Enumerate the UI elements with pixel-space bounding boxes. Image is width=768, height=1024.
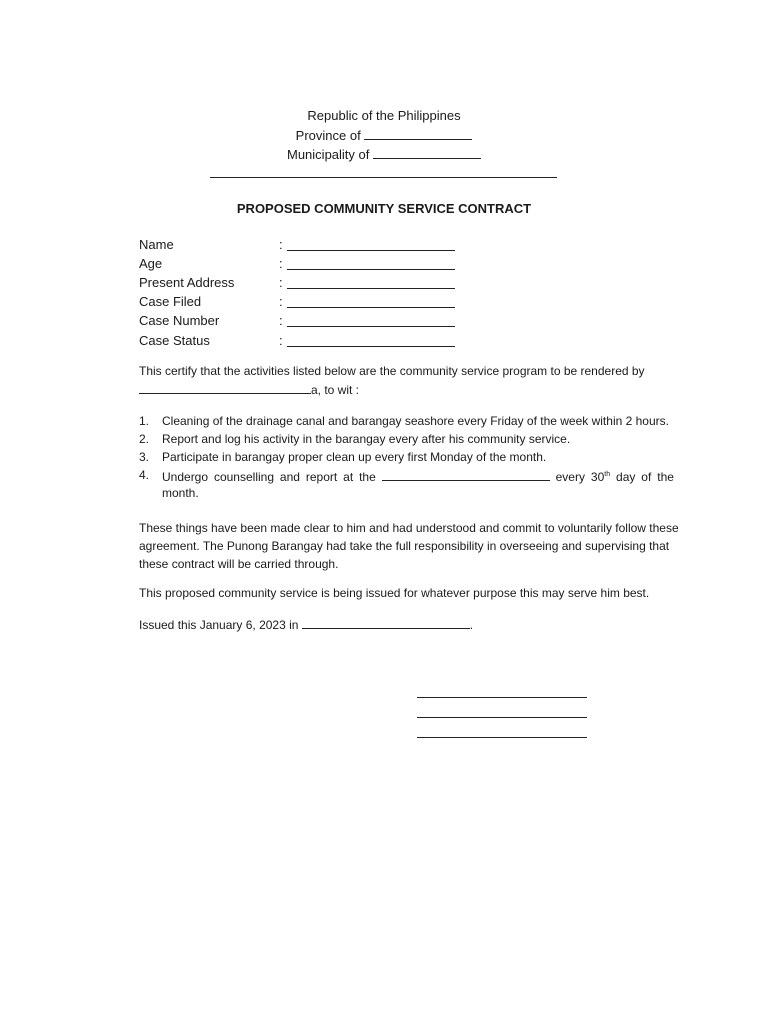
field-colon: :	[279, 275, 283, 290]
list-text: Participate in barangay proper clean up every first Monday of the month.	[162, 450, 547, 464]
field-colon: :	[279, 313, 283, 328]
issued-place-blank	[302, 616, 470, 629]
word: counselling	[213, 470, 274, 484]
field-label: Case Status	[139, 333, 210, 348]
list-number: 4.	[139, 468, 150, 482]
paragraph-line: agreement. The Punong Barangay had take the full responsibility in overseeing and supervising that	[139, 539, 670, 553]
word: every	[555, 470, 585, 484]
municipality-line	[0, 146, 768, 162]
field-colon: :	[279, 237, 283, 252]
certify-line-2	[139, 381, 359, 399]
signature-line	[417, 697, 587, 698]
field-blank	[287, 307, 455, 308]
field-label: Present Address	[139, 275, 235, 290]
field-label: Case Filed	[139, 294, 202, 309]
to-wit-text: a, to wit :	[311, 383, 360, 397]
field-blank	[287, 288, 455, 289]
signature-line	[417, 737, 587, 738]
province-label: Province of	[295, 128, 361, 143]
word: the	[657, 470, 674, 484]
field-label: Name	[139, 237, 174, 252]
list-number: 3.	[139, 450, 150, 464]
purpose-paragraph: This proposed community service is being issued for whatever purpose this may serve him best.	[139, 586, 650, 600]
list-item-4-continuation: month.	[162, 486, 199, 500]
word: report	[305, 470, 338, 484]
word: and	[279, 470, 300, 484]
field-label: Age	[139, 256, 163, 271]
municipality-blank	[373, 146, 481, 159]
field-blank	[287, 269, 455, 270]
word: day	[616, 470, 636, 484]
paragraph-line: these contract will be carried through.	[139, 557, 339, 571]
list-number: 2.	[139, 432, 150, 446]
day-ordinal	[591, 466, 610, 486]
header-separator	[210, 177, 557, 178]
ordinal-suffix: th	[604, 471, 611, 478]
word: at	[343, 470, 354, 484]
certify-line: This certify that the activities listed below are the community service program to be rendered by	[139, 364, 645, 378]
list-text: Report and log his activity in the barangay every after his community service.	[162, 432, 571, 446]
field-colon: :	[279, 333, 283, 348]
paragraph-line: These things have been made clear to him and had understood and commit to voluntarily follow these	[139, 521, 679, 535]
province-blank	[364, 127, 472, 140]
list-item-4-text	[162, 466, 674, 484]
day-number: 30	[590, 470, 605, 484]
counselling-place-blank	[382, 468, 550, 481]
issued-line	[139, 616, 473, 634]
republic-line: Republic of the Philippines	[307, 108, 461, 123]
signature-line	[417, 717, 587, 718]
municipality-label: Municipality of	[287, 147, 370, 162]
field-blank	[287, 346, 455, 347]
word: the	[359, 470, 376, 484]
field-colon: :	[279, 294, 283, 309]
word: Undergo	[162, 470, 209, 484]
field-blank	[287, 250, 455, 251]
word: of	[641, 470, 652, 484]
province-line	[0, 127, 768, 143]
issued-text: Issued this January 6, 2023 in	[139, 618, 299, 632]
list-text: Cleaning of the drainage canal and barangay seashore every Friday of the week within 2 hours.	[162, 414, 669, 428]
document-title: PROPOSED COMMUNITY SERVICE CONTRACT	[236, 201, 532, 216]
issued-period: .	[469, 618, 474, 632]
list-number: 1.	[139, 414, 150, 428]
rendered-by-blank	[139, 381, 311, 394]
field-label: Case Number	[139, 313, 220, 328]
field-colon: :	[279, 256, 283, 271]
field-blank	[287, 326, 455, 327]
